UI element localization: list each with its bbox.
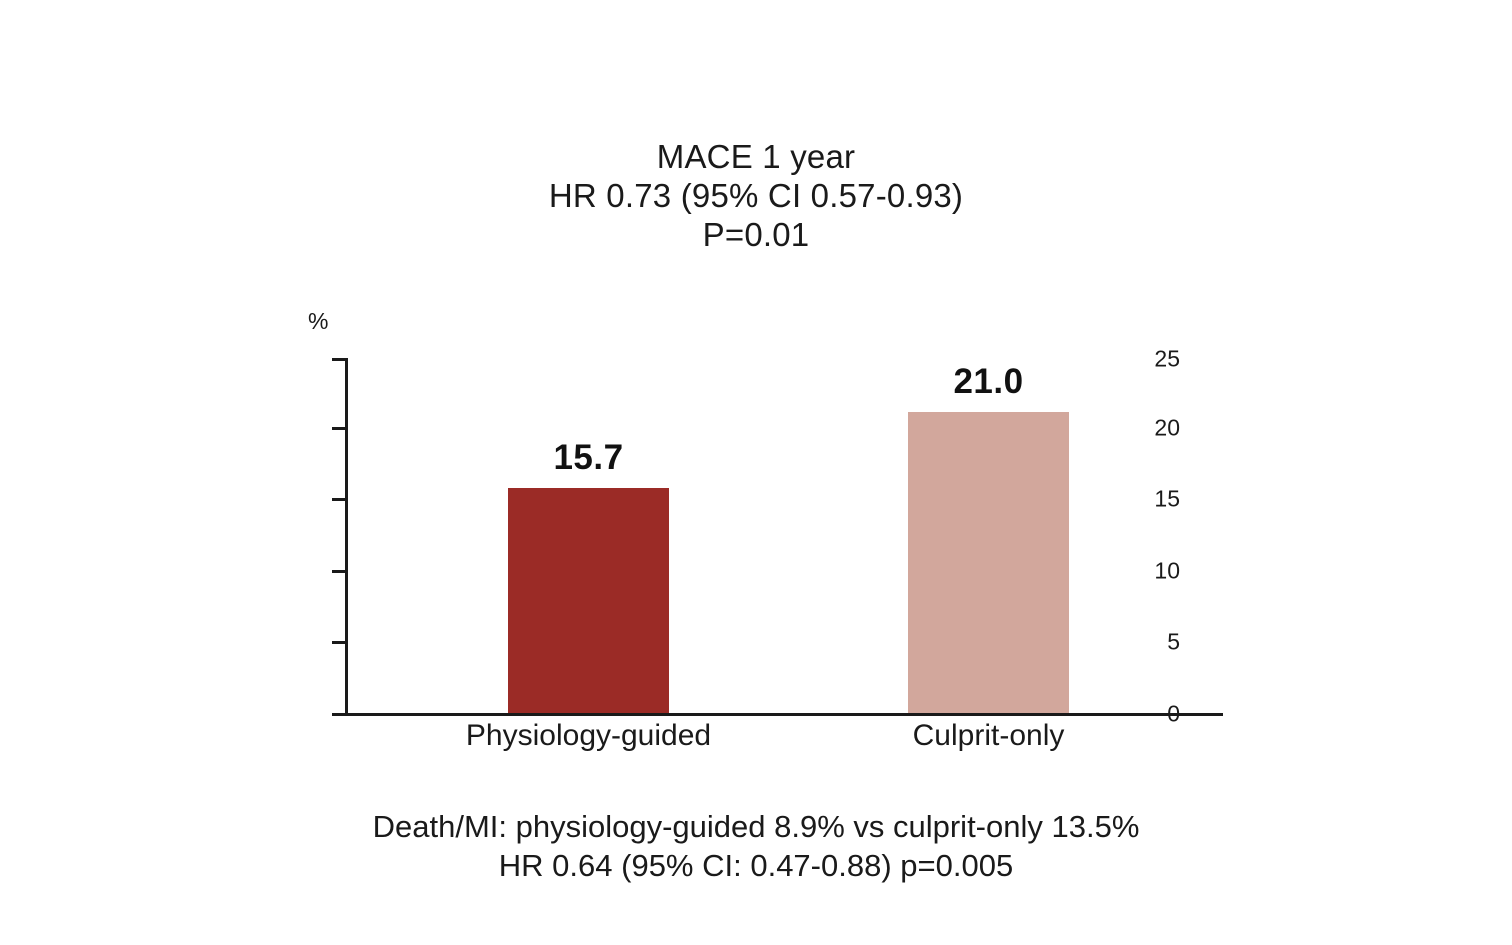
bar-physiology-guided[interactable] — [508, 438, 669, 713]
y-tick-label-5: 5 — [1167, 628, 1180, 655]
chart-title-block — [0, 138, 1512, 255]
footnote-line-hr: HR 0.64 (95% CI: 0.47-0.88) p=0.005 — [498, 847, 1014, 883]
y-tick-mark-10 — [332, 570, 345, 573]
bar-value-physiology-guided: 15.7 — [553, 438, 624, 477]
x-axis-line — [345, 713, 1223, 716]
y-axis-line — [345, 358, 348, 716]
footnote-line-death-mi: Death/MI: physiology-guided 8.9% vs culprit-only 13.5% — [372, 809, 1140, 844]
bar-chart — [300, 300, 1200, 752]
plot-area — [345, 345, 1200, 752]
chart-title: MACE 1 year — [656, 138, 856, 175]
chart-subtitle-hr: HR 0.73 (95% CI 0.57-0.93) — [548, 176, 964, 214]
category-label-physiology-guided: Physiology-guided — [465, 719, 712, 752]
y-tick-mark-5 — [332, 641, 345, 644]
y-tick-label-20: 20 — [1154, 414, 1180, 441]
footnote-block — [0, 808, 1512, 886]
y-tick-mark-20 — [332, 427, 345, 430]
y-axis-unit-label: % — [308, 308, 329, 334]
bar-value-culprit-only: 21.0 — [953, 362, 1024, 401]
y-tick-mark-15 — [332, 498, 345, 501]
bar-culprit-only[interactable] — [908, 362, 1069, 713]
y-tick-mark-25 — [332, 358, 345, 361]
y-tick-label-15: 15 — [1154, 485, 1180, 512]
y-tick-label-25: 25 — [1154, 345, 1180, 372]
y-tick-label-0: 0 — [1167, 700, 1180, 727]
chart-subtitle-pvalue: P=0.01 — [702, 215, 810, 253]
y-tick-mark-0 — [332, 713, 345, 716]
y-tick-label-10: 10 — [1154, 557, 1180, 584]
category-label-culprit-only: Culprit-only — [912, 719, 1065, 752]
